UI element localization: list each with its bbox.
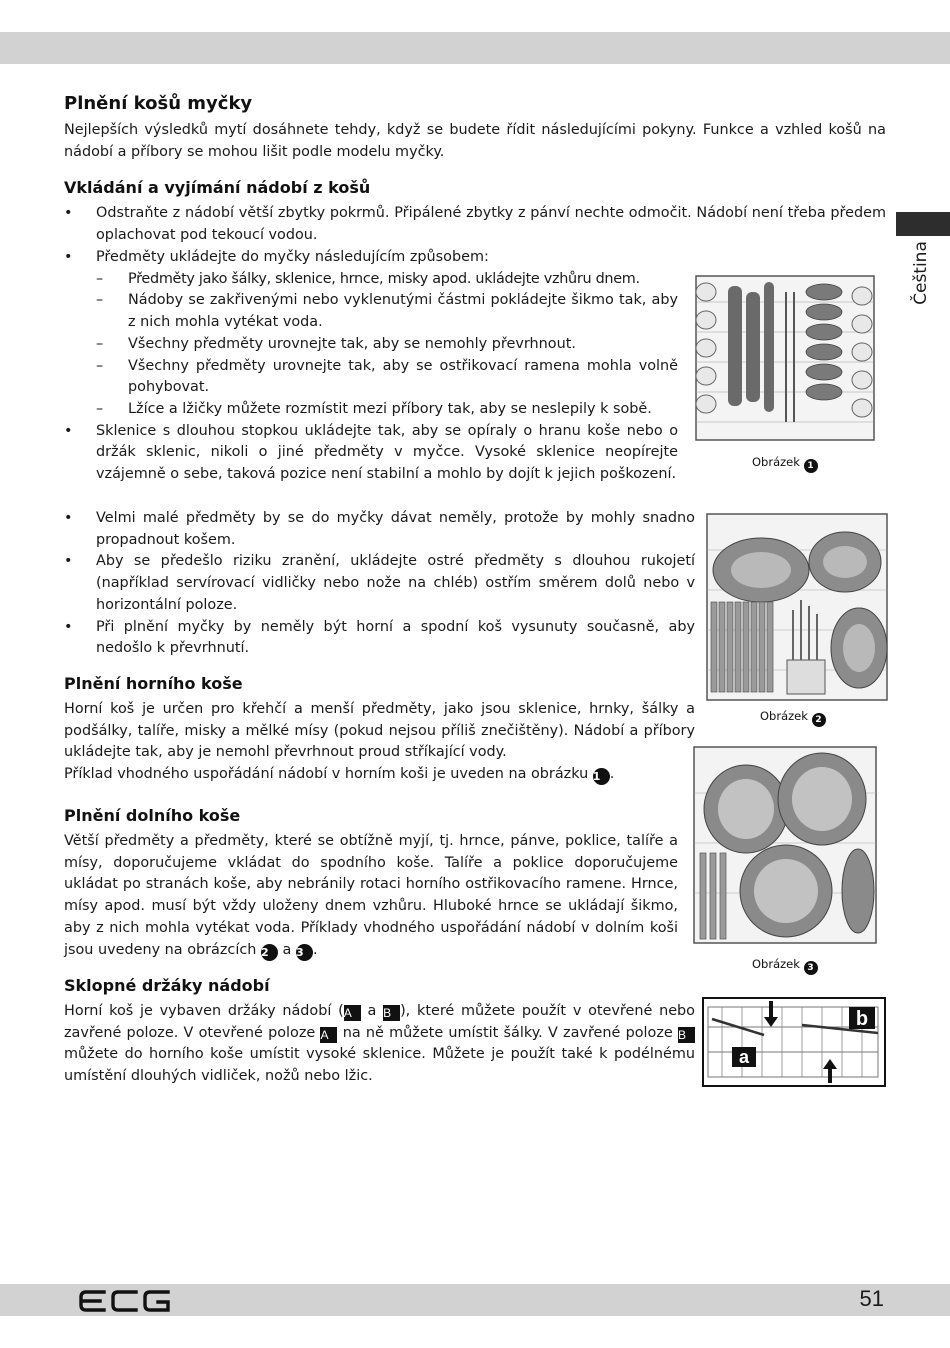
list-item: • Velmi malé předměty by se do myčky dávat neměly, protože by mohly snadno propadnout košem.: [64, 510, 695, 548]
holders-paragraph: Horní koš je vybaven držáky nádobí (A a B ), které můžete použít v otevřené nebo zavřené poloze. V otevřené poloze A na ně můžete umístit šálky. V zavřené poloze B můžete do horního koše umístit vysoké sklenice. Můžete je použít také k podélnému umístění dlouhých vidliček, nožů nebo lžic.: [64, 1003, 695, 1085]
list-item: • Odstraňte z nádobí větší zbytky pokrmů. Připálené zbytky z pánví nechte odmočit. Nádobí není třeba předem oplachovat pod tekoucí vodou.: [64, 205, 886, 243]
marker-B: B: [383, 1005, 400, 1021]
sub-list-item: – Všechny předměty urovnejte tak, aby se ostřikovací ramena mohla volně pohybovat.: [96, 357, 678, 396]
section-heading-upper-basket: Plnění horního koše: [64, 674, 243, 693]
language-tab-marker: [896, 212, 950, 236]
foldable-holders-illustration: [702, 997, 886, 1087]
list-item: • Aby se předešlo riziku zranění, ukládejte ostré předměty s dlouhou rukojetí (například servírovací vidličky nebo nože na chléb) ostřím směrem dolů nebo v horizontální poloze.: [64, 553, 695, 613]
section-heading-holders: Sklopné držáky nádobí: [64, 976, 270, 995]
holder-label-a: a: [738, 1047, 750, 1067]
list-item: • Předměty ukládejte do myčky následujícím způsobem: – Předměty jako šálky, sklenice, hrnce, misky apod. ukládejte vzhůru dnem. – Nádoby se zakřivenými nebo vyklenutými částmi pokládejte šikmo tak, aby z nich mohla vytékat voda. – Všechny předměty urovnejte tak, aby se nemohly převrhnout. – Všechny předměty urovnejte tak, aby se ostřikovací ramena mohla volně pohybovat. – Lžíce a lžičky můžete rozmístit mezi příbory tak, aby se neslepily k sobě.: [64, 247, 678, 421]
figure-ref-3: 3: [296, 944, 313, 961]
upper-basket-paragraph: Horní koš je určen pro křehčí a menší předměty, jako jsou sklenice, hrnky, šálky a podšálky, talíře, misky a mělké mísy (pokud nejsou příliš znečištěny). Nádobí a příbory ukládejte tak, aby je nemohl převrhnout proud stříkající vody. Příklad vhodného uspořádání nádobí v horním koši je uveden na obrázku 1 .: [64, 701, 695, 784]
loading-list: [64, 247, 678, 486]
lower-basket-illustration-1: [705, 510, 890, 705]
upper-basket-illustration: [690, 262, 880, 452]
list-item: • Sklenice s dlouhou stopkou ukládejte tak, aby se opíraly o hranu koše nebo o držák sklenic, nikoli o jiné předměty v myčce. Vysoké sklenice neopírejte vzájemně o sebe, taková pozice není stabilní a mohlo by dojít k jejich poškození.: [64, 422, 678, 483]
figure-caption-2: Obrázek 2: [760, 709, 826, 727]
language-tab-label: Čeština: [911, 241, 931, 305]
ecg-logo: [78, 1289, 174, 1313]
sub-list-item: – Všechny předměty urovnejte tak, aby se nemohly převrhnout.: [96, 335, 576, 352]
intro-paragraph: Nejlepších výsledků mytí dosáhnete tehdy, když se budete řídit následujícími pokyny. Funkce a vzhled košů na nádobí a příbory se mohou lišit podle modelu myčky.: [64, 122, 886, 160]
sub-list: [64, 269, 678, 421]
sub-list-item: – Lžíce a lžičky můžete rozmístit mezi příbory tak, aby se neslepily k sobě.: [96, 400, 652, 417]
figure-caption-1: Obrázek 1: [752, 455, 818, 473]
header-band: [0, 32, 950, 64]
lower-basket-paragraph: Větší předměty a předměty, které se obtížně myjí, tj. hrnce, pánve, poklice, talíře a mísy, doporučujeme vkládat do spodního koše. Talíře a poklice doporučujeme ukládat po stranách koše, aby nebránily rotaci horního ostřikovacího ramene. Hrnce, mísy apod. musí být vždy uloženy dnem vzhůru. Hluboké hrnce se ukládají šikmo, aby z nich mohla vytékat voda. Příklady vhodného uspořádání nádobí v dolním koši jsou uvedeny na obrázcích 2 a 3 .: [64, 833, 678, 959]
figure-caption-3: Obrázek 3: [752, 957, 818, 975]
marker-A: A: [320, 1027, 337, 1043]
figure-ref-2: 2: [261, 944, 278, 961]
section-heading-loading: Vkládání a vyjímání nádobí z košů: [64, 178, 371, 197]
marker-A: A: [344, 1005, 361, 1021]
page-number: 51: [859, 1286, 884, 1311]
list-item: • Při plnění myčky by neměly být horní a spodní koš vysunuty současně, aby nedošlo k převrhnutí.: [64, 618, 695, 657]
sub-list-item: – Předměty jako šálky, sklenice, hrnce, misky apod. ukládejte vzhůru dnem.: [96, 270, 640, 287]
holder-label-b: b: [855, 1008, 869, 1030]
loading-list-top: [64, 203, 886, 246]
marker-B: B: [678, 1027, 695, 1043]
figure-ref-1: 1: [593, 768, 610, 785]
page-title: Plnění košů myčky: [64, 93, 253, 114]
loading-list-bottom: [64, 508, 695, 660]
sub-list-item: – Nádoby se zakřivenými nebo vyklenutými částmi pokládejte šikmo tak, aby z nich mohla vytékat voda.: [96, 292, 678, 331]
section-heading-lower-basket: Plnění dolního koše: [64, 806, 241, 825]
lower-basket-illustration-2: [690, 743, 880, 948]
